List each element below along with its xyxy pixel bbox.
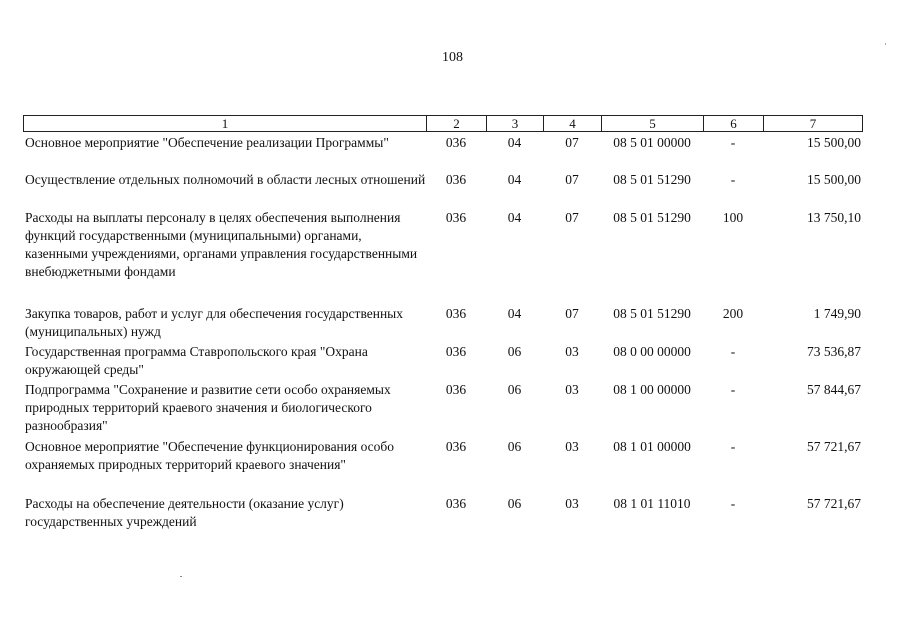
row-code-ministry: 036 [445,496,467,511]
row-code-target: 08 5 01 51290 [613,306,691,321]
row-code-subsection: 03 [565,439,579,454]
scan-speck [180,576,182,577]
row-name: Основное мероприятие "Обеспечение реализации Программы" [25,135,389,150]
row-amount: 57 721,67 [807,439,861,454]
header-col-3: 3 [487,116,544,131]
table-row [23,134,863,171]
scan-speck [885,43,886,45]
row-code-ministry: 036 [445,439,467,454]
table-body [23,134,863,533]
row-code-target: 08 5 01 51290 [613,172,691,187]
table-row [23,209,863,305]
row-code-section: 04 [507,135,522,150]
row-name: Основное мероприятие "Обеспечение функционирования особо охраняемых природных территорий краевого значения" [25,439,395,472]
row-code-subsection: 07 [565,172,579,187]
row-amount: 57 844,67 [807,382,861,397]
row-amount: 57 721,67 [807,496,861,511]
header-col-7: 7 [809,116,817,131]
row-code-subsection: 03 [565,382,579,397]
table-row [23,381,863,438]
row-name: Осуществление отдельных полномочий в области лесных отношений [25,172,426,187]
row-code-subsection: 07 [565,135,579,150]
row-code-ministry: 036 [445,306,467,321]
row-code-subsection: 03 [565,344,579,359]
row-code-expense: - [730,496,736,511]
row-code-expense: - [730,439,736,454]
row-code-target: 08 1 01 00000 [613,439,691,454]
row-code-section: 04 [507,172,522,187]
row-code-target: 08 1 01 11010 [613,496,691,511]
row-amount: 13 750,10 [807,210,861,225]
row-code-section: 06 [507,344,522,359]
row-code-expense: 200 [722,306,744,321]
page-number: 108 [442,50,463,65]
row-code-section: 04 [507,306,522,321]
header-col-5: 5 [602,116,704,131]
row-code-subsection: 07 [565,306,579,321]
row-code-section: 06 [507,439,522,454]
row-code-expense: - [730,172,736,187]
row-code-section: 06 [507,382,522,397]
row-name: Закупка товаров, работ и услуг для обеспечения государственных (муниципальных) нужд [25,306,404,339]
row-code-subsection: 07 [565,210,579,225]
table-header [23,115,863,132]
row-amount: 15 500,00 [807,135,861,150]
header-col-4: 4 [544,116,602,131]
row-code-ministry: 036 [445,135,467,150]
table-row [23,495,863,533]
header-col-6: 6 [704,116,764,131]
row-code-target: 08 0 00 00000 [613,344,691,359]
table-row [23,171,863,209]
row-amount: 15 500,00 [807,172,861,187]
row-code-ministry: 036 [445,344,467,359]
row-code-target: 08 5 01 51290 [613,210,691,225]
row-code-section: 04 [507,210,522,225]
row-code-target: 08 1 00 00000 [613,382,691,397]
row-code-target: 08 5 01 00000 [613,135,691,150]
row-code-ministry: 036 [445,210,467,225]
row-code-expense: 100 [722,210,744,225]
row-code-ministry: 036 [445,382,467,397]
header-col-1: 1 [24,116,427,131]
table-row [23,343,863,381]
table-row [23,438,863,495]
row-code-expense: - [730,382,736,397]
row-name: Подпрограмма "Сохранение и развитие сети особо охраняемых природных территорий краевого значения и биологического разнообразия" [25,382,391,433]
row-code-expense: - [730,344,736,359]
table-row [23,305,863,343]
row-code-ministry: 036 [445,172,467,187]
row-name: Расходы на выплаты персоналу в целях обеспечения выполнения функций государственными (муниципальными) органами, казенными учреждениями, органами управления государственными внебюджетными фондами [25,210,418,279]
row-code-section: 06 [507,496,522,511]
row-amount: 1 749,90 [813,306,861,321]
header-col-2: 2 [427,116,487,131]
row-code-subsection: 03 [565,496,579,511]
row-name: Расходы на обеспечение деятельности (оказание услуг) государственных учреждений [25,496,344,529]
row-amount: 73 536,87 [807,344,861,359]
row-name: Государственная программа Ставропольского края "Охрана окружающей среды" [25,344,368,377]
row-code-expense: - [730,135,736,150]
